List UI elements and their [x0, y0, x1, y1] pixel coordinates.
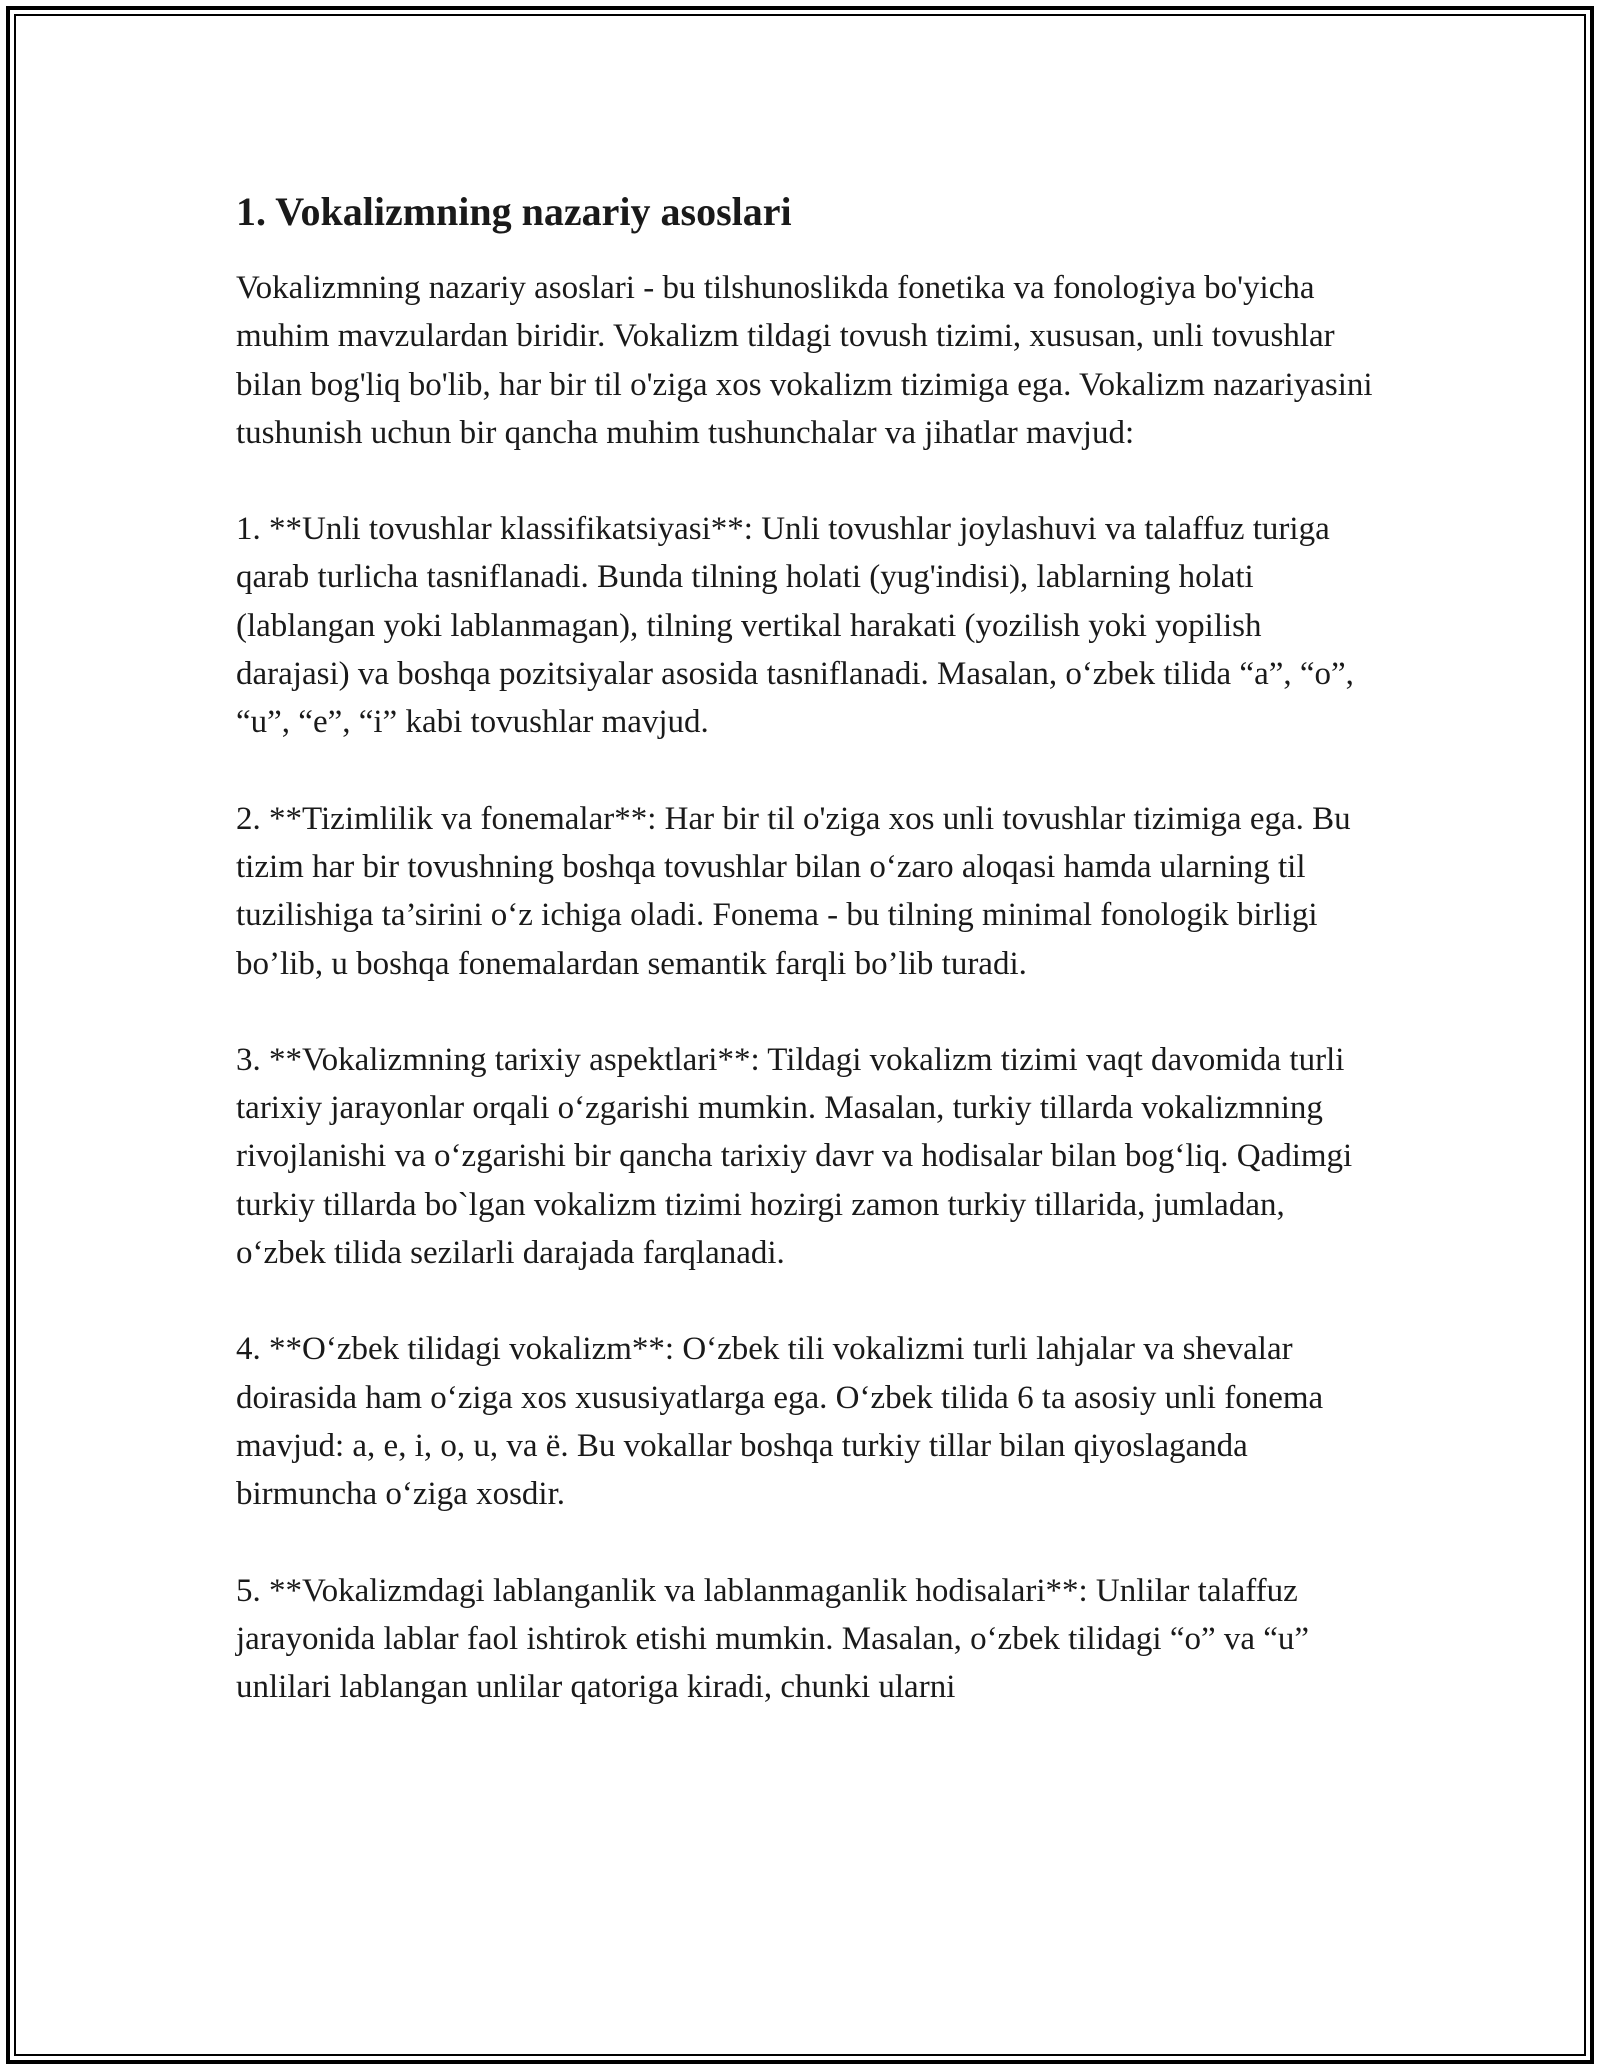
paragraph-item-3: 3. **Vokalizmning tarixiy aspektlari**: Tildagi vokalizm tizimi vaqt davomida turli tarixiy jarayonlar orqali o‘zgarishi mumkin. Masalan, turkiy tillarda vokalizmning rivojlanishi va o‘zgarishi bir qancha tarixiy davr va hodisalar bilan bog‘liq. Qadimgi turkiy tillarda bo`lgan vokalizm tizimi hozirgi zamon turkiy tillarida, jumladan, o‘zbek tilida sezilarli darajada farqlanadi.	[236, 1041, 1353, 1272]
paragraph-item-4: 4. **O‘zbek tilidagi vokalizm**: O‘zbek tili vokalizmi turli lahjalar va shevalar doirasida ham o‘ziga xos xususiyatlarga ega. O‘zbek tilida 6 ta asosiy unli fonema mavjud: a, e, i, o, u, va ë. Bu vokallar boshqa turkiy tillar bilan qiyoslaganda birmuncha o‘ziga xosdir.	[236, 1331, 1324, 1513]
paragraph-item-5: 5. **Vokalizmdagi lablanganlik va lablanmaganlik hodisalari**: Unlilar talaffuz jarayonida lablar faol ishtirok etishi mumkin. Masalan, o‘zbek tilidagi “o” va “u” unlilari lablangan unlilar qatoriga kiradi, chunki ularni	[236, 1572, 1310, 1706]
section-heading: 1. Vokalizmning nazariy asoslari	[236, 189, 792, 234]
paragraph-item-2: 2. **Tizimlilik va fonemalar**: Har bir til o'ziga xos unli tovushlar tizimiga ega. Bu tizim har bir tovushning boshqa tovushlar bilan o‘zaro aloqasi hamda ularning til tuzilishiga ta’sirini o‘z ichiga oladi. Fonema - bu tilning minimal fonologik birligi bo’lib, u boshqa fonemalardan semantik farqli bo’lib turadi.	[236, 800, 1351, 982]
paragraph-item-1: 1. **Unli tovushlar klassifikatsiyasi**: Unli tovushlar joylashuvi va talaffuz turiga qarab turlicha tasniflanadi. Bunda tilning holati (yug'indisi), lablarning holati (lablangan yoki lablanmagan), tilning vertikal harakati (yozilish yoki yopilish darajasi) va boshqa pozitsiyalar asosida tasniflanadi. Masalan, o‘zbek tilida “a”, “o”, “u”, “e”, “i” kabi tovushlar mavjud.	[236, 511, 1354, 741]
document-body	[236, 188, 1376, 1759]
paragraph-intro: Vokalizmning nazariy asoslari - bu tilshunoslikda fonetika va fonologiya bo'yicha muhim mavzulardan biridir. Vokalizm tildagi tovush tizimi, xususan, unli tovushlar bilan bog'liq bo'lib, har bir til o'ziga xos vokalizm tizimiga ega. Vokalizm nazariyasini tushunish uchun bir qancha muhim tushunchalar va jihatlar mavjud:	[236, 270, 1373, 451]
